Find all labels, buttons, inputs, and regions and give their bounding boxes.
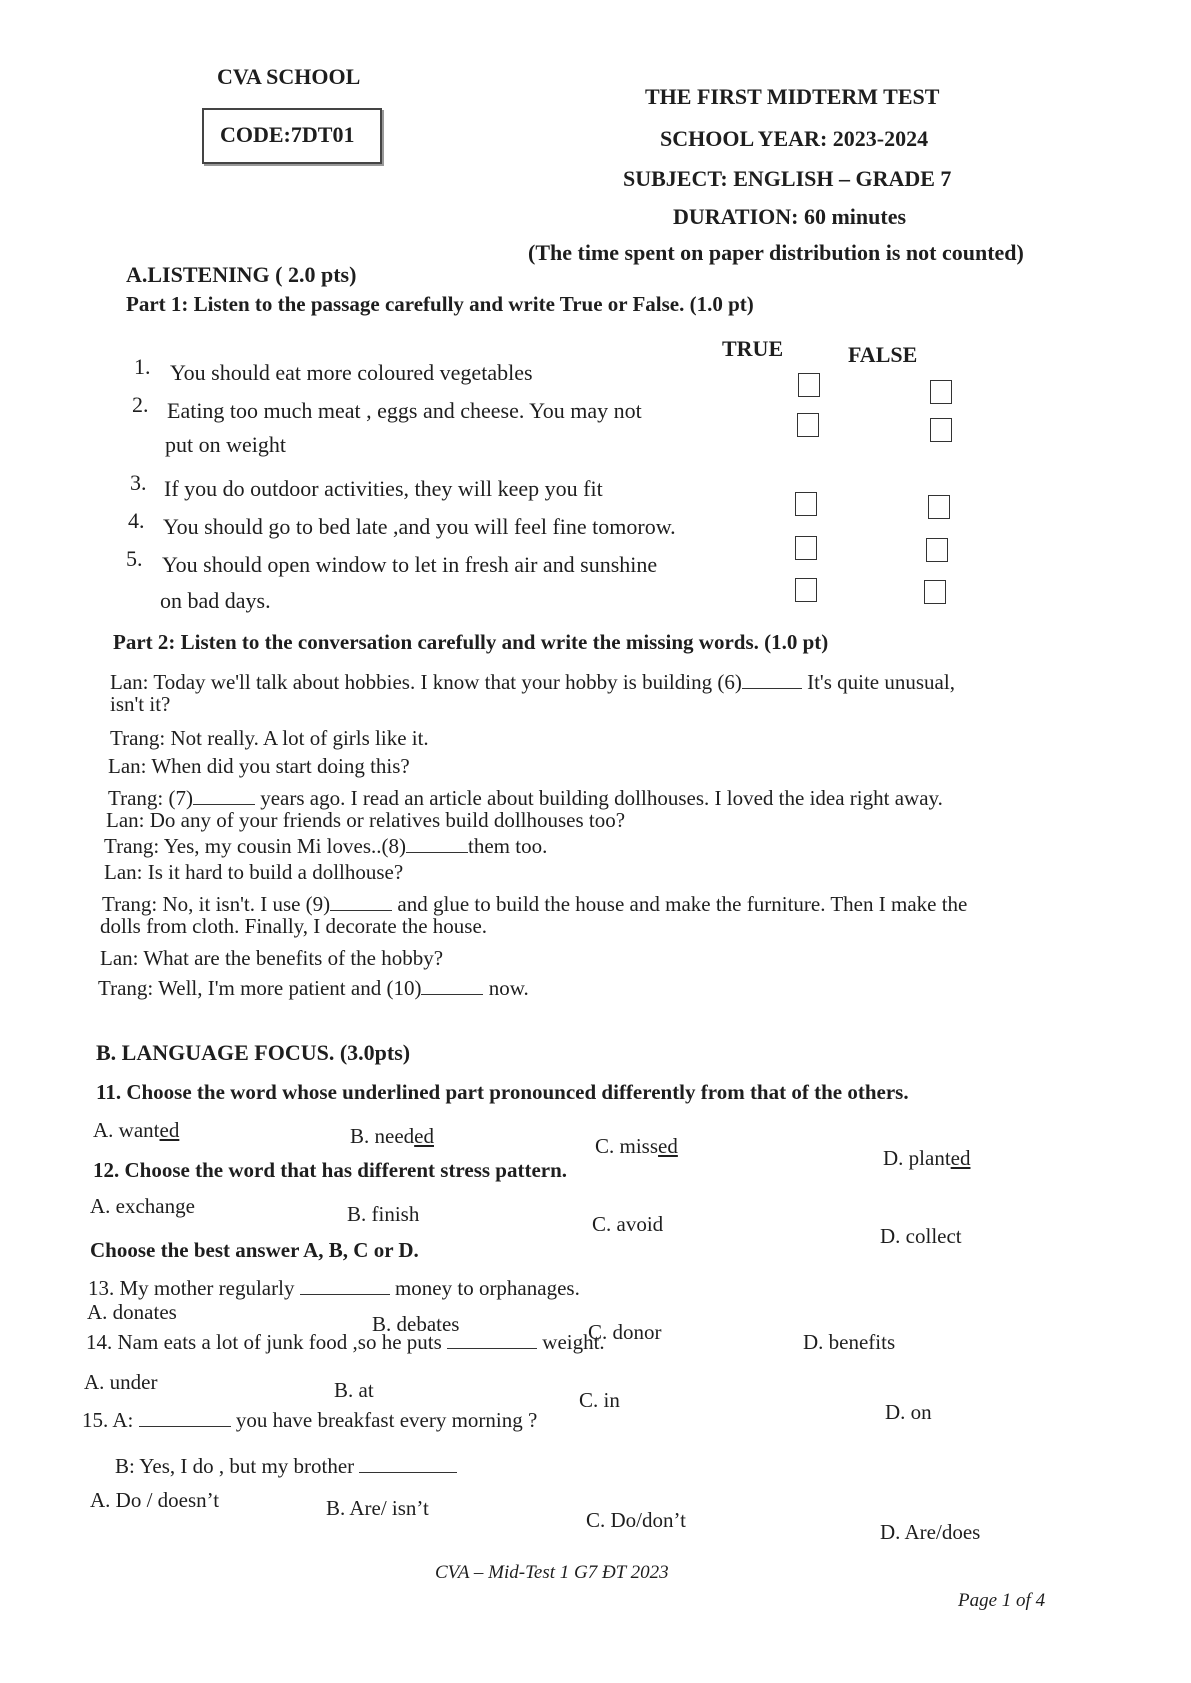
q14-question: 14. Nam eats a lot of junk food ,so he puts weight. bbox=[86, 1330, 605, 1354]
tf-item-number: 5. bbox=[126, 546, 143, 571]
footer-label: CVA – Mid-Test 1 G7 ĐT 2023 bbox=[435, 1562, 669, 1583]
dialogue-line: Trang: (7) years ago. I read an article about building dollhouses. I loved the idea right away. bbox=[108, 786, 943, 810]
q14-option-b[interactable]: B. at bbox=[334, 1378, 374, 1402]
time-note: (The time spent on paper distribution is not counted) bbox=[528, 240, 1024, 265]
q15-blank-a[interactable] bbox=[139, 1426, 231, 1427]
q15-option-d[interactable]: D. Are/does bbox=[880, 1520, 981, 1544]
q11-option-b[interactable]: B. needed bbox=[350, 1124, 434, 1148]
part1-instruction: Part 1: Listen to the passage carefully and write True or False. (1.0 pt) bbox=[126, 292, 754, 316]
q11-question: 11. Choose the word whose underlined part pronounced differently from that of the others. bbox=[96, 1080, 909, 1104]
tf-item-number: 1. bbox=[134, 354, 151, 379]
tf-item2-false-checkbox[interactable] bbox=[930, 418, 952, 442]
q15-b-line: B: Yes, I do , but my brother bbox=[115, 1454, 457, 1479]
q15-question: 15. A: you have breakfast every morning ? bbox=[82, 1408, 538, 1432]
q12-question: 12. Choose the word that has different stress pattern. bbox=[93, 1158, 568, 1182]
tf-item-number: 2. bbox=[132, 392, 149, 417]
listening-heading: A.LISTENING ( 2.0 pts) bbox=[126, 262, 357, 287]
dialogue-line: Lan: What are the benefits of the hobby? bbox=[100, 946, 444, 970]
q14-option-a[interactable]: A. under bbox=[84, 1370, 158, 1394]
q14-option-d[interactable]: D. on bbox=[885, 1400, 932, 1424]
q14-blank[interactable] bbox=[447, 1348, 537, 1349]
q13-option-b[interactable]: B. debates bbox=[372, 1312, 460, 1336]
tf-item2-true-checkbox[interactable] bbox=[797, 413, 819, 437]
exam-code-box bbox=[202, 108, 382, 164]
q12-option-a[interactable]: A. exchange bbox=[90, 1194, 195, 1218]
tf-item3-true-checkbox[interactable] bbox=[795, 492, 817, 516]
q12-option-d[interactable]: D. collect bbox=[880, 1224, 962, 1248]
subject: SUBJECT: ENGLISH – GRADE 7 bbox=[623, 166, 952, 191]
dialogue-line: Trang: Well, I'm more patient and (10) now. bbox=[98, 976, 529, 1000]
tf-item5-true-checkbox[interactable] bbox=[795, 578, 817, 602]
dialogue-line: isn't it? bbox=[110, 692, 171, 716]
choose-best-answer-heading: Choose the best answer A, B, C or D. bbox=[90, 1238, 419, 1262]
q13-option-d[interactable]: D. benefits bbox=[803, 1330, 896, 1354]
q13-option-a[interactable]: A. donates bbox=[87, 1300, 177, 1324]
answer-blank-7[interactable] bbox=[193, 804, 255, 805]
tf-item-number: 3. bbox=[130, 470, 147, 495]
tf-item-text: You should eat more coloured vegetables bbox=[170, 360, 533, 385]
dialogue-line: Trang: Yes, my cousin Mi loves..(8) them too. bbox=[104, 834, 548, 858]
dialogue-line: Lan: Today we'll talk about hobbies. I know that your hobby is building (6) It's quite unusual, bbox=[110, 670, 955, 694]
tf-item-text: Eating too much meat , eggs and cheese. You may not bbox=[167, 398, 642, 423]
dialogue-line: dolls from cloth. Finally, I decorate the house. bbox=[100, 914, 488, 938]
tf-item5-false-checkbox[interactable] bbox=[924, 580, 946, 604]
school-year: SCHOOL YEAR: 2023-2024 bbox=[660, 126, 929, 151]
page-number: Page 1 of 4 bbox=[958, 1590, 1046, 1611]
tf-item4-false-checkbox[interactable] bbox=[926, 538, 948, 562]
q11-option-d[interactable]: D. planted bbox=[883, 1146, 971, 1170]
dialogue-line: Lan: When did you start doing this? bbox=[108, 754, 410, 778]
tf-item1-true-checkbox[interactable] bbox=[798, 373, 820, 397]
language-focus-heading: B. LANGUAGE FOCUS. (3.0pts) bbox=[96, 1040, 411, 1065]
answer-blank-10[interactable] bbox=[421, 994, 483, 995]
q15-option-c[interactable]: C. Do/don’t bbox=[586, 1508, 686, 1532]
dialogue-line: Trang: Not really. A lot of girls like it. bbox=[110, 726, 429, 750]
tf-item1-false-checkbox[interactable] bbox=[930, 380, 952, 404]
dialogue-line: Trang: No, it isn't. I use (9) and glue to build the house and make the furniture. Then I make the bbox=[102, 892, 968, 916]
false-header: FALSE bbox=[848, 342, 918, 367]
tf-item-text: You should open window to let in fresh air and sunshine bbox=[162, 552, 658, 577]
q15-option-a[interactable]: A. Do / doesn’t bbox=[90, 1488, 220, 1512]
part2-instruction: Part 2: Listen to the conversation carefully and write the missing words. (1.0 pt) bbox=[113, 630, 829, 654]
q15-blank-b[interactable] bbox=[359, 1472, 457, 1473]
q11-option-a[interactable]: A. wanted bbox=[93, 1118, 180, 1142]
q15-option-b[interactable]: B. Are/ isn’t bbox=[326, 1496, 429, 1520]
q14-option-c[interactable]: C. in bbox=[579, 1388, 620, 1412]
answer-blank-9[interactable] bbox=[330, 910, 392, 911]
duration: DURATION: 60 minutes bbox=[673, 204, 907, 229]
exam-code: CODE:7DT01 bbox=[220, 122, 355, 147]
q12-option-b[interactable]: B. finish bbox=[347, 1202, 420, 1226]
test-title: THE FIRST MIDTERM TEST bbox=[645, 84, 940, 109]
tf-item-number: 4. bbox=[128, 508, 145, 533]
tf-item-text: If you do outdoor activities, they will keep you fit bbox=[164, 476, 603, 501]
tf-item-text-continued: on bad days. bbox=[160, 588, 271, 613]
school-name: CVA SCHOOL bbox=[217, 64, 361, 89]
q12-option-c[interactable]: C. avoid bbox=[592, 1212, 664, 1236]
tf-item-text-continued: put on weight bbox=[165, 432, 286, 457]
q13-blank[interactable] bbox=[300, 1294, 390, 1295]
q13-option-c[interactable]: C. donor bbox=[588, 1320, 662, 1344]
tf-item4-true-checkbox[interactable] bbox=[795, 536, 817, 560]
answer-blank-6[interactable] bbox=[742, 688, 802, 689]
dialogue-line: Lan: Is it hard to build a dollhouse? bbox=[104, 860, 404, 884]
dialogue-line: Lan: Do any of your friends or relatives build dollhouses too? bbox=[106, 808, 626, 832]
q13-question: 13. My mother regularly money to orphanages. bbox=[88, 1276, 580, 1300]
true-header: TRUE bbox=[722, 336, 784, 361]
tf-item3-false-checkbox[interactable] bbox=[928, 495, 950, 519]
answer-blank-8[interactable] bbox=[406, 852, 468, 853]
tf-item-text: You should go to bed late ,and you will feel fine tomorow. bbox=[163, 514, 676, 539]
q11-option-c[interactable]: C. missed bbox=[595, 1134, 678, 1158]
